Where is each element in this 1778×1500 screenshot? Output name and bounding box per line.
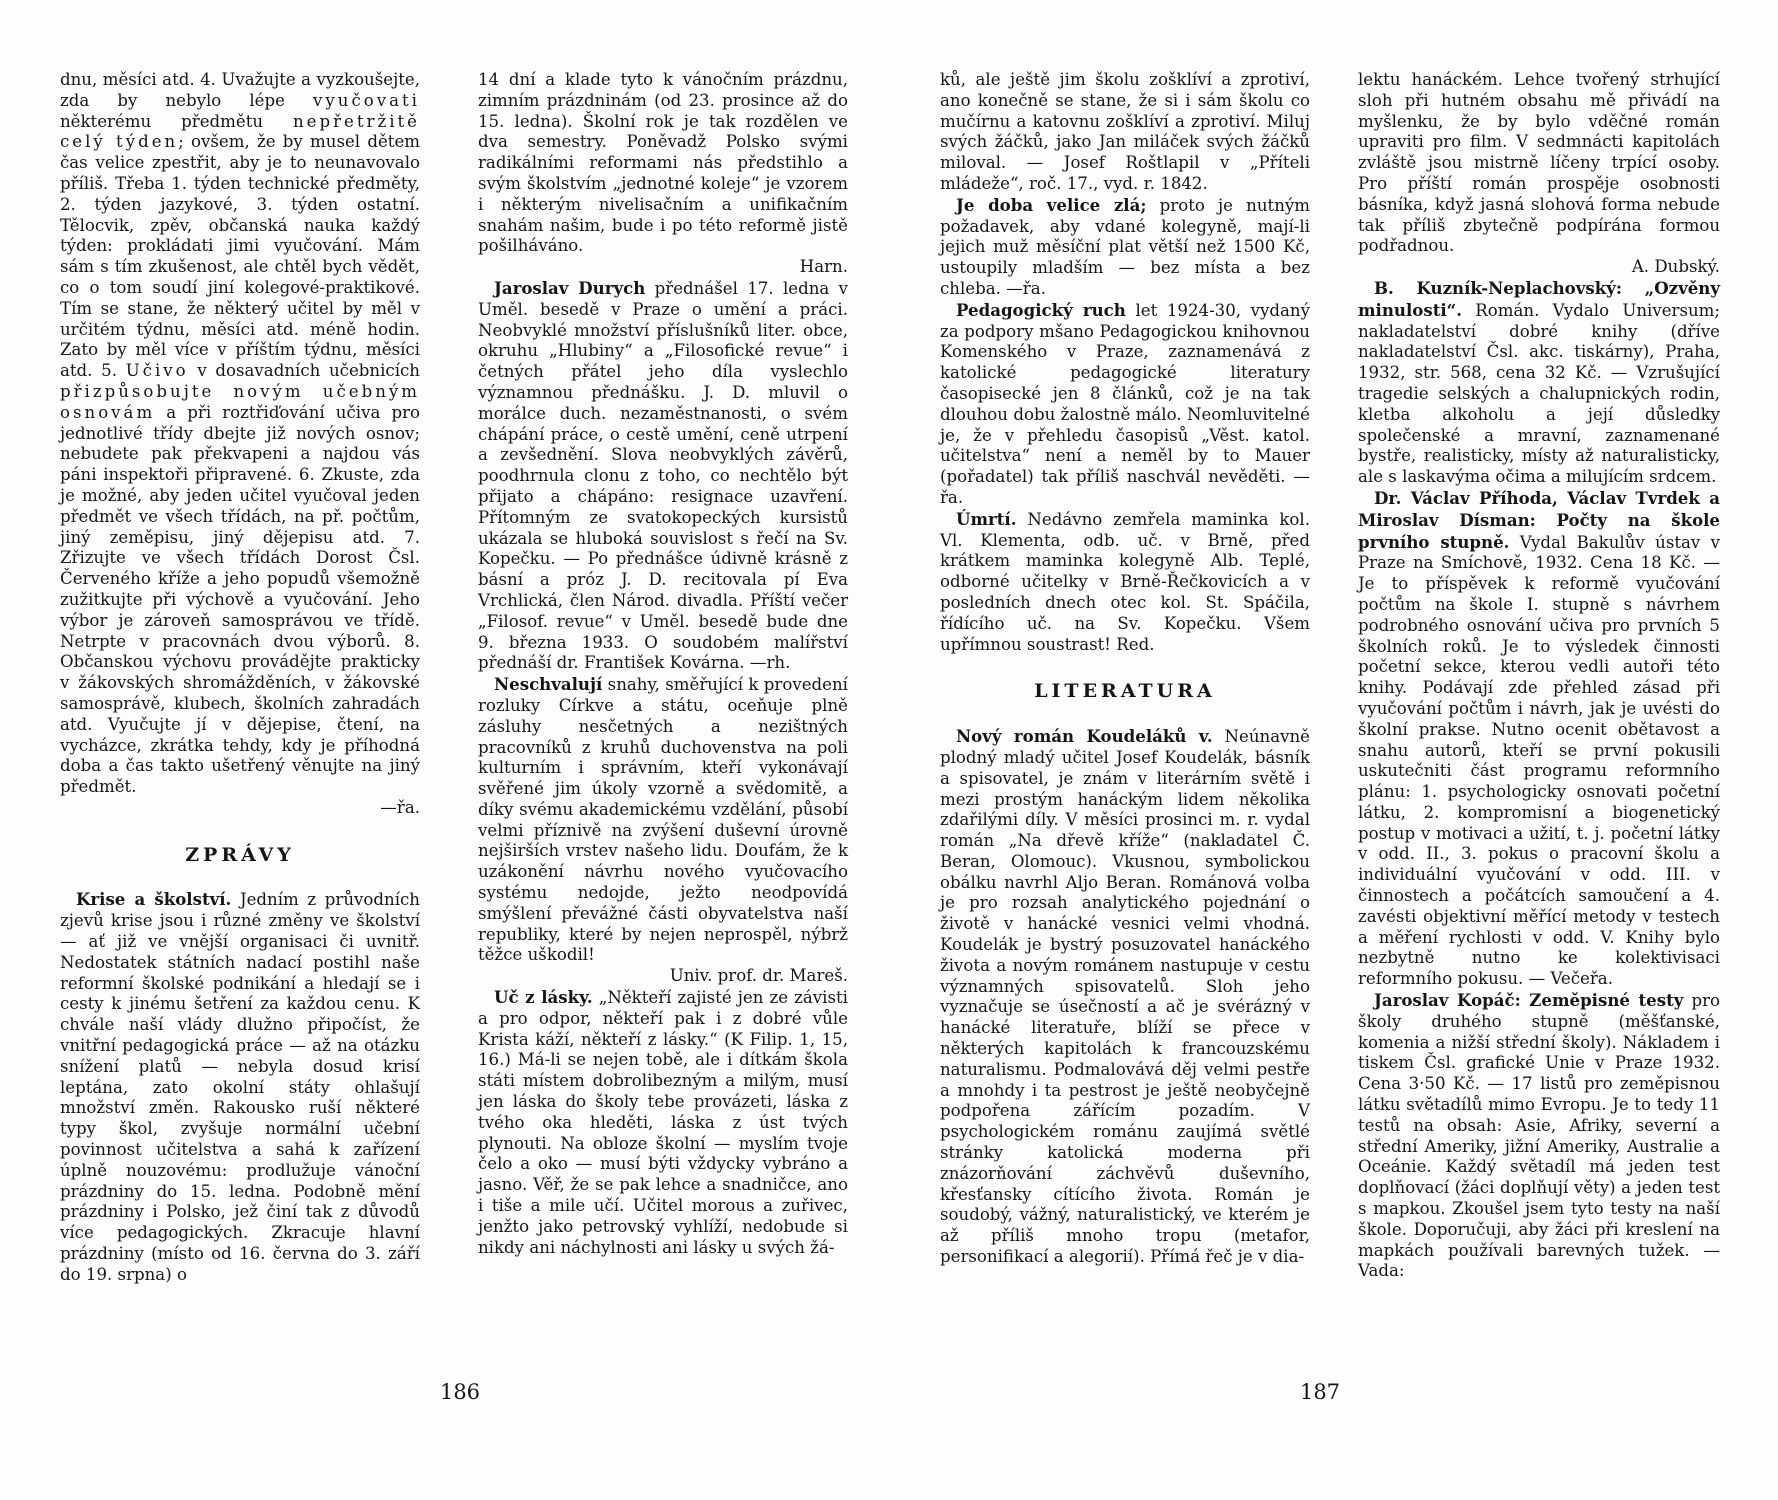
paragraph-krise (60, 889, 420, 1285)
section-heading-literatura: LITERATURA (1034, 680, 1216, 703)
paragraph-koudelak (940, 726, 1310, 1268)
text-run: Román. Vydalo Universum; nakladatelství dobré knihy (dříve nakladatelství Čsl. akc. tiskárny), Praha, 1932, str. 568, cena 32 Kč. — Vzrušující tragedie selských a chalupnických rodin, kletba alkoholu a její důsledky společenské a mravní, zaznamenané bystře, realisticky, místy až naturalisticky, ale s laskavýma očima a milujícím srdcem. (1358, 300, 1720, 487)
text-run: Neúnavně plodný mladý učitel Josef Koudelák, básník a spisovatel, je znám v literárním světě i mezi prostým hanáckým lidem několika zdařilými díly. V měsíci prosinci m. r. vydal román „Na dřevě kříže“ (nakladatel Č. Beran, Olomouc). Vkusnou, symbolickou obálku navrhl Aljo Beran. Románová volba je pro rozsah analytického pojednání o životě v hanácké vesnici velmi vhodná. Koudelák je bystrý posuzovatel hanáckého života a novým románem nastupuje v cestu významných spisovatelů. Sloh jeho vyznačuje se úsečností a ač je svérázný v hanácké literatuře, blíží se přece v některých kapitolách k francouzskému naturalismu. Podmalovává děj velmi pestře a mnohdy i ta pestrost je ještě neobyčejně podpořena zářícím pozadím. V psychologickém románu zaujímá světlé stránky katolická moderna při znázorňování záchvěvů duševního, křesťansky cítícího života. Román je soudobý, vážný, naturalistický, ve kterém je až příliš mnoho tropu (metafor, personifikací a alegorií). Přímá řeč je v dia- (940, 727, 1310, 1267)
spaced-emphasis: přizpůsobujte novým učebným osnovám (60, 381, 420, 422)
run-in-title: Jaroslav Durych (494, 277, 646, 298)
right-page-column-2 (1358, 70, 1720, 1282)
section-heading-zpravy: ZPRÁVY (185, 843, 295, 866)
paragraph-prihoda (1358, 488, 1720, 990)
spaced-emphasis: vyučovati (313, 90, 420, 110)
signature: Harn. (799, 257, 848, 277)
run-in-title: B. Kuzník-Neplachovský: „Ozvěny minulosti“. (1358, 277, 1720, 320)
run-in-title: Nový román Koudeláků v. (956, 726, 1213, 747)
right-page-column-1 (940, 70, 1310, 1268)
paragraph-doba-zla (940, 195, 1310, 300)
signature: —řa. (940, 467, 1310, 507)
right-page (940, 60, 1730, 1460)
left-page (60, 60, 860, 1460)
text-run: pro školy druhého stupně (měšťanské, komenia a nižší střední školy). Nákladem i tiskem Čsl. grafické Unie v Praze 1932. Cena 3·50 Kč. — 17 listů pro zeměpisnou látku světadílů mimo Evropu. Je to tedy 11 testů na obsah: Asie, Afriky, severní a střední Ameriky, jižní Ameriky, Australie a Oceánie. Každý světadíl má jeden test doplňovací (žáci doplňují věty) a jeden test s mapkou. Zkoušel jsem tyto testy na naší škole. Doporučuji, aby žáci při kreslení na mapkách používali barevných tužek. — Vada: (1358, 991, 1720, 1281)
text-run: a při roztřiďování učiva pro jednotlivé třídy dbejte již nových osnov; nebudete pak překvapeni a najdou vás páni inspektoři připravené. 6. Zkuste, zda je možné, aby jeden učitel vyučoval jeden předmět ve všech třídách, na př. počtům, jiný zeměpisu, jiný dějepisu atd. 7. Zřizujte ve všech třídách Dorost Čsl. Červeného kříže a jeho popudů všemožně zužitkujte při výchově a vyučování. Jeho výbor je zároveň samosprávou ve třídě. Netrpte v pracovnách dvou výborů. 8. Občanskou výchovu provádějte prakticky v žákovských shromážděních, v žákovské samosprávě, klubech, školních zahradách atd. Vyučujte jí v dějepise, čtení, na vycházce, zkrátka tehdy, kdy je příhodná doba a čas takto ušetřený věnujte na jiný předmět. (60, 402, 420, 797)
run-in-title: Uč z lásky. (494, 987, 593, 1008)
text-run: přednášel 17. ledna v Uměl. besedě v Praze o umění a práci. Neobvyklé množství příslušníků liter. obce, okruhu „Hlubiny“ a „Filosofické revue“ i četných přátel jeho díla vyslechlo významnou přednášku. J. D. mluvil o morálce duch. nezaměstnanosti, o svém chápání práce, o cestě umění, ceně utrpení a zevšednění. Slova neobvyklých závěrů, poodhrnula clonu z toho, co nechtělo být přijato a chápáno: resignace uzavření. Přítomným ze svatokopeckých kursistů ukázala se hluboká souvislost s řečí na Sv. Kopečku. — Po přednášce údivně krásně z básní a próz J. D. recitovala pí Eva Vrchlická, člen Národ. divadla. Příští večer „Filosof. revue“ v Uměl. besedě bude dne 9. března 1933. O soudobém malířství přednáší dr. František Kovárna. (478, 278, 848, 673)
signature: A. Dubský. (1631, 257, 1720, 277)
run-in-title: Krise a školství. (76, 889, 232, 910)
spaced-emphasis: nepřetržitě celý týden (60, 111, 420, 152)
signature: —řa. (380, 797, 420, 817)
run-in-title: Úmrtí. (956, 508, 1017, 529)
text-run: snahy, směřující k provedení rozluky Církve a státu, oceňuje plně zásluhy nesčetných a nezištných pracovníků z kruhů duchovenstva na poli kulturním i správním, kteří vykonávají svěřené jim úkoly vzorně a svědomitě, a díky svému akademickému vzdělání, působí velmi příznivě na zvýšení duševní úrovně nejširších vrstev našeho lidu. Doufám, že k uzákonění návrhu nového vyučovacího systému nedojde, ježto neodpovídá smýšlení převážné části obyvatelstva naší republiky, které by nejen neprospěl, nýbrž těžce uškodil! (478, 675, 848, 965)
paragraph-continuation: lektu hanáckém. Lehce tvořený strhující sloh při hutném obsahu mě přivádí na myšlenku, že by bylo vděčné román upraviti pro film. V sedmnácti kapitolách zvláště jsou mistrně líčeny trpící osoby. Pro příští román prospěje osobnosti básníka, když jasná slohová forma nebude tak příliš zbytečně podpírána formou podřadnou. (1358, 70, 1720, 256)
page-number: 186 (439, 1380, 481, 1404)
run-in-title: Je doba velice zlá; (956, 194, 1147, 215)
paragraph-polsko: 14 dní a klade tyto k vánočním prázdnu, zimním prázdninám (od 23. prosince až do 15. ledna). Školní rok je tak rozdělen ve dva semestry. Poněvadž Polsko svými radikálními reformami nás předstihlo a svým školstvím „jednotné koleje“ je vzorem i některým nivelisačním a unifikačním snahám našim, bude i po této reformě jistě pošilháváno. (478, 70, 848, 256)
signature: Univ. prof. dr. Mareš. (669, 966, 848, 986)
paragraph-reform-tips (60, 70, 420, 798)
spaced-emphasis: Učivo (125, 361, 189, 381)
signature: —řa. (1006, 278, 1046, 298)
paragraph-pedagogicky-ruch (940, 300, 1310, 509)
text-run: v dosavadních učebnicích (188, 361, 420, 381)
text-run: ; ovšem, že by musel dětem čas velice zpestřit, aby je to neunavovalo příliš. Třeba 1. týden technické předměty, 2. týden jazykové, 3. týden ostatní. Tělocvik, zpěv, občanská nauka každý týden: prokládati jimi vyučování. Mám sám s tím zkušenost, ale chtěl bych vědět, co o tom soudí jiní kolegové-praktikové. Tím se stane, že některý učitel by měl v určitém týdnu, měsíci atd. méně hodin. Zato by měl více v příštím týdnu, měsíci atd. 5. (60, 132, 421, 381)
text-run: let 1924-30, vydaný za podpory mšano Pedagogickou knihovnou Komenského v Praze, zaznamenává z katolické pedagogické literatury časopisecké jen 8 článků, což je na tak dlouhou dobu žalostně málo. Neomluvitelné je, že v přehledu časopisů „Věst. katol. učitelstva“ není a neměl by to Mauer (pořadatel) tak příliš naschvál nevěděti. (940, 300, 1310, 487)
page-number: 187 (1299, 1380, 1341, 1404)
paragraph-durych (478, 278, 848, 674)
text-run: dnu, měsíci atd. 4. Uvažujte a vyzkoušejte, zda by nebylo lépe (60, 70, 420, 110)
text-run: Nedávno zemřela maminka kol. Vl. Klementa, odb. uč. v Brně, před krátkem maminka kolegyně Alb. Teplé, odborné učitelky v Brně-Řečkovicích a v posledních dnech otec kol. St. Spáčila, řídícího uč. na Sv. Kopečku. Všem upřímnou soustrast! Red. (940, 509, 1310, 654)
run-in-title: Pedagogický ruch (956, 299, 1126, 320)
text-run: „Někteří zajisté jen ze závisti a pro odpor, někteří pak i z dobré vůle Krista káží, někteří z lásky.“ (K Filip. 1, 15, 16.) Má-li se nejen tobě, ale i dítkám škola státi místem dobrolibezným a milým, musí jen láska do školy tebe provázeti, láska z tvého oka hleděti, láska z úst tvých plynouti. Na obloze školní — myslím tvoje čelo a oko — musí býti vždycky vybráno a jasno. Věř, že se pak lehce a snadničce, ano i tiše a mile učí. Učitel morous a zuřivec, jenžto jako petrovský vyhlíží, nedobude si nikdy ani náchylnosti ani lásky u svých žá- (478, 988, 848, 1257)
run-in-title: Neschvalují (494, 674, 603, 695)
signature: —rh. (749, 653, 791, 673)
paragraph-kuznik (1358, 278, 1720, 488)
paragraph-kopac (1358, 990, 1720, 1282)
paragraph-uc-z-lasky (478, 987, 848, 1258)
left-page-column-2 (478, 70, 848, 1258)
paragraph-neschvaluji (478, 674, 848, 966)
text-run: proto je nutným požadavek, aby vdané kolegyně, mají-li jejich muž měsíční plat větší než 1500 Kč, ustoupily mladším — bez místa a bez chleba. (940, 195, 1310, 298)
text-run: některému předmětu (60, 111, 293, 131)
text-run: Jedním z průvodních zjevů krise jsou i různé změny ve školství — ať již ve vnější organisaci či uvnitř. Nedostatek státních nadací postihl naše reformní školské podnikání a hledají se i cesty k jinému šetření za každou cenu. K chvále naší vlády dlužno připočíst, že vnitřní pedagogická práce — až na otázku snížení platů — nebyla dosud krisí leptána, zato okolní státy ohlašují množství změn. Rakousko ruší některé typy škol, zvyšuje normální učební povinnost učitelstva a sahá k zařízení úplně nouzovému: prodlužuje vánoční prázdniny do 15. ledna. Podobně mění prázdniny i Polsko, jež činí tak z důvodů více pedagogických. Zkracuje hlavní prázdniny (místo od 16. června do 3. září do 19. srpna) o (60, 890, 420, 1284)
paragraph-umrti (940, 509, 1310, 656)
paragraph-continuation: ků, ale ještě jim školu zošklíví a zprotiví, ano konečně se stane, že si i sám školu co mučírnu a katovnu zošklíví a zprotiví. Miluj svých žáčků, jako Jan miláček svých žáčků miloval. — Josef Roštlapil v „Příteli mládeže“, roč. 17., vyd. r. 1842. (940, 70, 1310, 193)
run-in-title: Dr. Václav Příhoda, Václav Tvrdek a Miroslav Dísman: Počty na škole prvního stupně. (1358, 487, 1720, 552)
run-in-title: Jaroslav Kopáč: Zeměpisné testy (1374, 990, 1684, 1011)
left-page-column-1 (60, 70, 420, 1286)
text-run: Vydal Bakulův ústav v Praze na Smíchově, 1932. Cena 18 Kč. — Je to příspěvek k reformě vyučování počtům na škole I. stupně s návrhem podrobného osnování učiva pro prvních 5 školních roků. Je to výsledek činnosti početní sekce, kterou vedli autoři této knihy. Podávají zde přehled zásad při vyučování počtům i návrh, jak je uvésti do školní prakse. Nutno ocenit obětavost a snahu autorů, kteří se první pokusili uskutečniti část programu reformního plánu: 1. psychologicky osnovati početní látku, 2. kompromisní a biogenetický postup v motivaci a užití, t. j. početní látky v odd. II., 3. pokus o pracovní školu a individuální vyučování v odd. III. v činnostech a počátcích samoučení a 4. zavésti objektivní měřící metody v testech a měření rychlosti v odd. V. Knihy bylo nezbytně nutno ke kolektivisaci reformního pokusu. — Večeřa. (1358, 532, 1720, 989)
